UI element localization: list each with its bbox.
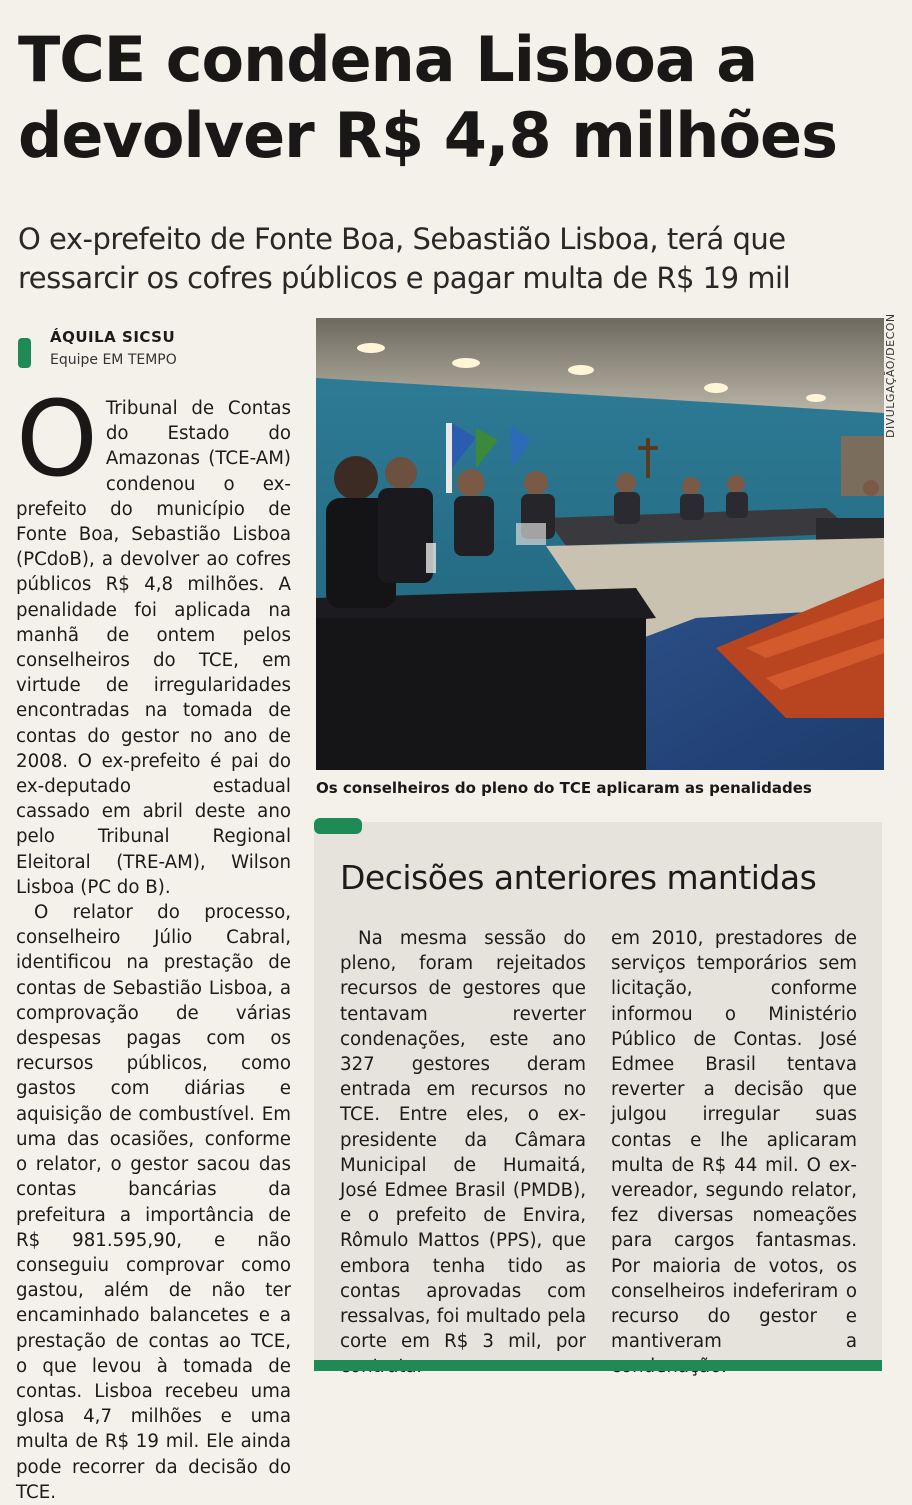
article-paragraph-1 <box>16 378 291 900</box>
headline-line-1: TCE condena Lisboa a <box>18 23 758 96</box>
subhead-line-2: ressarcir os cofres públicos e pagar multa de R$ 19 mil <box>18 261 791 295</box>
sidebar-column-2-text: em 2010, prestadores de serviços temporários sem licitação, conforme informou o Ministério Público de Contas. José Edmee Brasil tentava reverter a decisão que julgou irregular suas contas e lhe aplicaram multa de R$ 44 mil. O ex-vereador, segundo relator, fez diversas nomeações para cargos fantasmas. Por maioria de votos, os conselheiros indeferiram o recurso do gestor e mantiveram a <box>611 928 857 1353</box>
article-body <box>16 378 291 1505</box>
sidebar-tab-marker <box>314 818 362 834</box>
courtroom-photo-illustration <box>316 318 884 770</box>
subheadline <box>18 220 898 298</box>
photo-credit: DIVULGAÇÃO/DECON <box>884 313 897 438</box>
sidebar-title: Decisões anteriores mantidas <box>340 858 817 897</box>
paragraph-1-text: Tribunal de Contas do Estado do Amazonas (TCE-AM) condenou o ex-prefeito do município de Fonte Boa, Sebastião Lisboa (PCdoB), a devolver ao cofres públicos R$ 4,8 milhões. A penalidade foi aplicada na manhã de ontem pelos conselheiros do TCE, em virtude de irregularidades encontradas na tomada de contas do gestor no ano de 2008. O ex-prefeito é pai do ex-deputado estadual cassado em abril deste ano pelo Tribunal Regional Eleitoral (TRE-AM), Wilson Lisboa (PC do B). <box>16 398 291 898</box>
sidebar-column-2 <box>611 926 857 1380</box>
headline-line-2: devolver R$ 4,8 milhões <box>18 99 837 172</box>
byline-marker <box>18 338 31 368</box>
subhead-line-1: O ex-prefeito de Fonte Boa, Sebastião Lisboa, terá que <box>18 222 786 256</box>
sidebar-column-1-text: Na mesma sessão do pleno, foram rejeitados recursos de gestores que tentavam reverter condenações, este ano 327 gestores deram entrada em recursos no TCE. Entre eles, o ex-presidente da Câmara Municipal de Humaitá, José Edmee Brasil (PMDB), e o prefeito de Envira, Rômulo Mattos (PPS), que embora tenha tido as contas aprovadas com ressalvas, foi multado pela corte em R$ 3 mil, por <box>340 928 586 1353</box>
sidebar-column-1 <box>340 926 586 1380</box>
byline-team: Equipe EM TEMPO <box>50 352 177 368</box>
article-photo <box>316 318 884 770</box>
headline <box>18 22 898 174</box>
photo-caption: Os conselheiros do pleno do TCE aplicaram as penalidades <box>316 779 812 797</box>
byline-author: ÁQUILA SICSU <box>50 328 176 346</box>
drop-cap: O <box>16 378 98 500</box>
article-paragraph-2: O relator do processo, conselheiro Júlio Cabral, identificou na prestação de contas de Sebastião Lisboa, a comprovação de várias despesas pagas com os recursos públicos, como gastos com diárias e aquisição de combustível. Em uma das ocasiões, conforme o relator, o gestor sacou das contas bancárias da prefeitura a importância de R$ 981.595,90, e não conseguiu comprovar como gastou, além de não ter encaminhado balancetes e a prestação de contas ao TCE, o que levou à tomada de contas. Lisboa recebeu uma glosa 4,7 milhões e uma multa de R$ 19 mil. Ele ainda pode recorrer da decisão do TCE. <box>16 902 291 1503</box>
sidebar-bottom-bar <box>314 1360 882 1371</box>
